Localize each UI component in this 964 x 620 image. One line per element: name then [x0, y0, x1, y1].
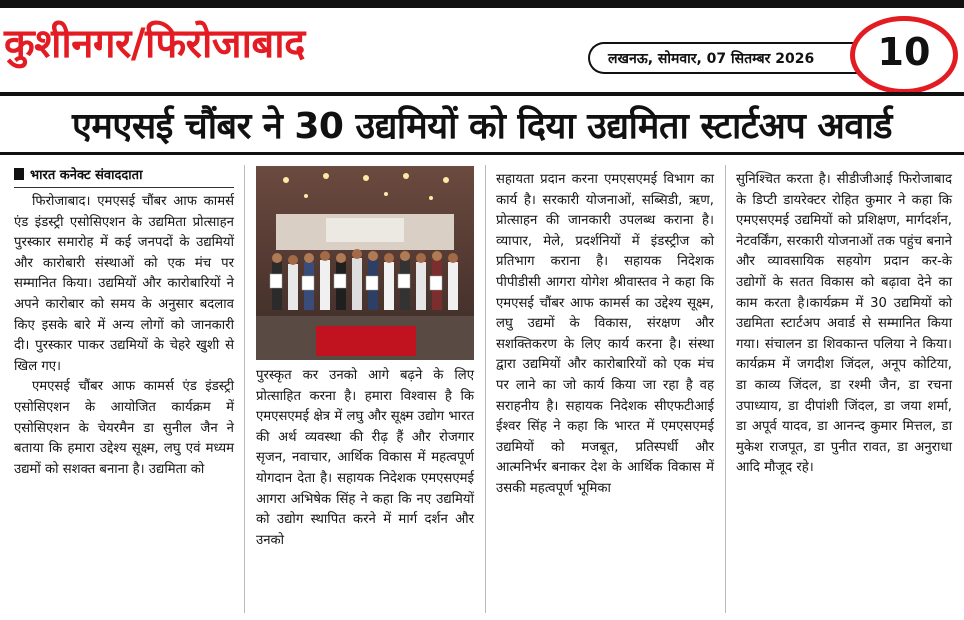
column-divider [485, 165, 486, 613]
event-photo [256, 166, 474, 360]
paragraph: सहायता प्रदान करना एमएसएमई विभाग का कार्य है। सरकारी योजनाओं, सब्सिडी, ऋण, प्रोत्साहन की जानकारी उपलब्ध कराना है। व्यापार, मेले, प्रदर्शनियों में इंडस्ट्रीज को प्रतिभाग कराना है। सहायक निदेशक पीपीडीसी आगरा योगेश श्रीवास्तव ने कहा कि एमएसई चौंबर आफ कामर्स का उद्देश्य सूक्ष्म, लघु उद्यमों के विकास, संरक्षण और सशक्तिकरण के लिए कार्य करना है। संस्था द्वारा उद्यमियों और कारोबारियों को एक मंच पर लाने का जो कार्य किया जा रहा है वह सराहनीय है। सहायक निदेशक सीएफटीआई ईश्वर सिंह ने कहा कि भारत में एमएसएमई उद्यमियों को मजबूत, प्रतिस्पर्धी और आत्मनिर्भर बनाकर देश के आर्थिक विकास में उसकी महत्वपूर्ण भूमिका [496, 172, 714, 496]
dateline: लखनऊ, सोमवार, 07 सितम्बर 2026 [608, 51, 815, 67]
paragraph: फिरोजाबाद। एमएसई चौंबर आफ कामर्स एंड इंडस्ट्री एसोसिएशन के उद्यमिता प्रोत्साहन पुरस्कार समारोह में कई जनपदों के उद्यमियों और कारोबारी संस्थाओं को एक मंच पर सम्मानित किया। उद्यमियों और कारोबारियों ने अपने कारोबार को समय के अनुसार बदलाव किए इसके बारे में अन्य लोगों को जानकारी दी। पुरस्कार पाकर उद्यमियों के चेहरे खुशी से खिल गए। [14, 194, 234, 374]
article-column-3 [496, 170, 714, 500]
headline-rule [0, 152, 964, 155]
paragraph: सुनिश्चित करता है। सीडीजीआई फिरोजाबाद के डिप्टी डायरेक्टर रोहित कुमार ने कहा कि एमएसएमई उद्यमियों को प्रशिक्षण, मार्गदर्शन, नेटवर्किंग, सरकारी योजनाओं तक पहुंच बनाने और व्यावसायिक सहयोग प्रदान कर-के उद्योगों के सतत विकास को बढ़ावा देने का काम करता है।कार्यक्रम में 30 उद्यमियों को उद्यमिता स्टार्टअप अवार्ड से सम्मानित किया गया। संचालन डा शिवकान्त पलिया ने किया। कार्यक्रम में जगदीश जिंदल, अनूप कोटिया, डा काव्य जिंदल, डा रश्मी जैन, डा रचना उपाध्याय, डा दीपांशी जिंदल, डा जया शर्मा, डा अपूर्व यादव, डा आनन्द कुमार मित्तल, डा मुकेश राजपूत, डा पुनीत रावत, डा अनुराधा आदि मौजूद रहे। [736, 172, 952, 476]
article-column-1 [14, 192, 234, 480]
paragraph: पुरस्कृत कर उनको आगे बढ़ने के लिए प्रोत्साहित करना है। हमारा विश्वास है कि एमएसएमई क्षेत्र में लघु और सूक्ष्म उद्योग भारत की अर्थ व्यवस्था की रीढ़ हैं और रोजगार सृजन, नवाचार, आर्थिक विकास में महत्वपूर्ण योगदान देता है। सहायक निदेशक एमएसएमई आगरा अभिषेक सिंह ने कहा कि नए उद्यमियों को उद्योग स्थापित करने में मार्ग दर्शन और उनको [256, 368, 474, 548]
article-headline: एमएसई चौंबर ने 30 उद्यमियों को दिया उद्यमिता स्टार्टअप अवार्ड [71, 106, 893, 147]
byline [14, 165, 234, 188]
top-rule [0, 0, 964, 8]
article-column-4 [736, 170, 952, 479]
award-ceremony-photo-icon [256, 166, 474, 360]
byline-text: भारत कनेक्ट संवाददाता [30, 168, 143, 183]
byline-marker [14, 168, 24, 180]
column-divider [244, 165, 245, 613]
paragraph: एमएसई चौंबर आफ कामर्स एंड इंडस्ट्री एसोसिएशन के आयोजित कार्यक्रम में एसोसिएशन के चेयरमैन डा सुनील जैन ने बताया कि हमारा उद्देश्य सूक्ष्म, लघु एवं मध्यम उद्यमों को सशक्त बनाना है। उद्यमिता को [14, 379, 234, 477]
page-number: 10 [877, 30, 931, 74]
section-title: कुशीनगर/फिरोजाबाद [4, 21, 305, 67]
column-divider [725, 165, 726, 613]
article-column-2 [256, 366, 474, 551]
masthead-rule [0, 92, 964, 96]
